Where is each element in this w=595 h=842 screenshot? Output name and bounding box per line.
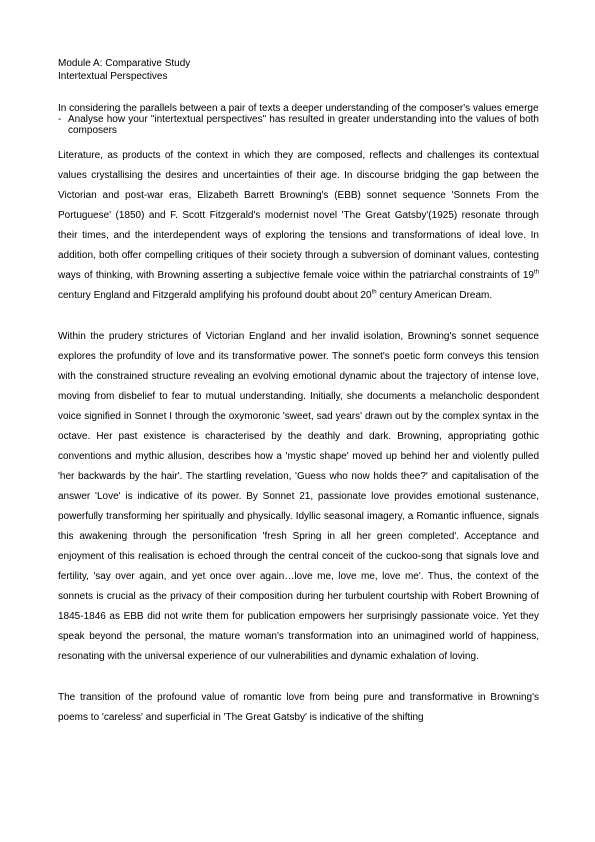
bullet-marker: - bbox=[58, 114, 62, 125]
ordinal-suffix: th bbox=[533, 269, 539, 276]
essay-paragraph-intro bbox=[58, 146, 539, 306]
ordinal-suffix: th bbox=[371, 289, 377, 296]
module-subtitle: Intertextual Perspectives bbox=[58, 71, 168, 82]
essay-paragraph-transition: The transition of the profound value of romantic love from being pure and transformative in Browning's poems to 'careless' and superficial in 'The Great Gatsby' is indicative of the shifting bbox=[58, 692, 539, 723]
module-title: Module A: Comparative Study bbox=[58, 58, 191, 69]
document-body bbox=[58, 57, 539, 728]
intro-text-c: century American Dream. bbox=[376, 290, 493, 301]
essay-paragraph-browning: Within the prudery strictures of Victorian England and her invalid isolation, Browning's sonnet sequence explores the profundity of love and its transformative power. The sonnet's poetic form conveys this tension with the constrained structure revealing an evolving emotional dynamic about the trajectory of intense love, moving from disbelief to fear to mutual understanding. Initially, she documents a melancholic despondent voice signified in Sonnet I through the oxymoronic 'sweet, sad years' drawn out by the complex syntax in the octave. Her past existence is characterised by the deathly and dark. Browning, appropriating gothic conventions and mythic allusion, describes how a 'mystic shape' moved up behind her and violently pulled 'her backwards by the hair'. The startling revelation, 'Guess who now holds thee?' and capitalisation of the answer 'Love' is indicative of its power. By Sonnet 21, passionate love provides emotional sustenance, powerfully transforming her spiritually and physically. Idyllic seasonal imagery, a Romantic influence, signals this awakening through the personification 'fresh Spring in all her green completed'. Acceptance and enjoyment of this realisation is echoed through the central conceit of the cuckoo-song that signals love and fertility, 'say over again, and yet once over again…love me, love me, love me'. Thus, the context of the sonnets is crucial as the privacy of their composition during her turbulent courtship with Robert Browning of 1845-1846 as EBB did not write them for publication empowers her surprisingly passionate voice. Yet they speak beyond the personal, the mature woman's transformation into an unimagined world of happiness, resonating with the universal experience of our vulnerabilities and dynamic exhalation of loving. bbox=[58, 331, 539, 662]
question-bullet bbox=[58, 114, 539, 136]
intro-text-b: century England and Fitzgerald amplifying his profound doubt about 20 bbox=[58, 290, 372, 301]
intro-text-a: Literature, as products of the context in which they are composed, reflects and challenges its contextual values crystallising the desires and uncertainties of their age. In discourse bridging the gap between the Victorian and post-war eras, Elizabeth Barrett Browning's (EBB) sonnet sequence 'Sonnets From the Portuguese' (1850) and F. Scott Fitzgerald's modernist novel 'The Great Gatsby'(1925) resonate through their times, and the interdependent ways of exploring the tensions and transformations of ideal love. In addition, both offer compelling critiques of their society through a subversion of dominant values, contesting ways of thinking, with Browning asserting a subjective female voice within the patriarchal constraints of 19 bbox=[58, 150, 539, 281]
question-prompt: In considering the parallels between a pair of texts a deeper understanding of the composer's values emerge bbox=[58, 103, 539, 114]
bullet-text: Analyse how your "intertextual perspectives" has resulted in greater understanding into the values of both composers bbox=[68, 114, 539, 136]
